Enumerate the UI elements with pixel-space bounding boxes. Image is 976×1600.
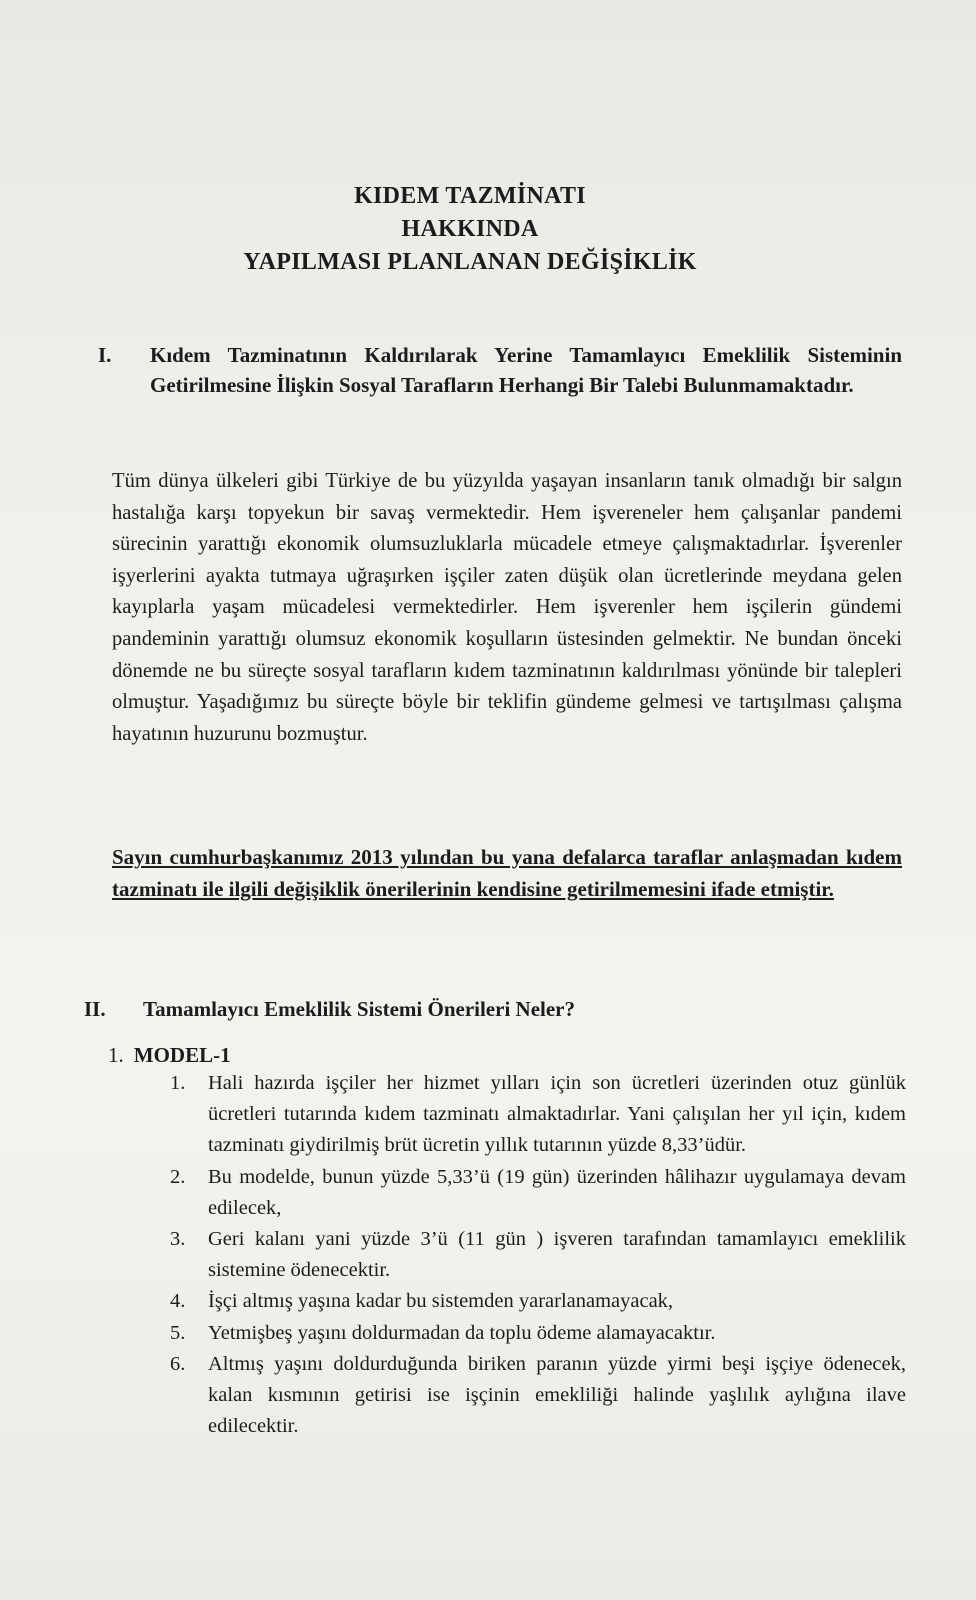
list-item-text: İşçi altmış yaşına kadar bu sistemden yararlanamayacak, xyxy=(208,1290,674,1313)
list-item-number: 6. xyxy=(170,1352,186,1375)
list-item xyxy=(170,1318,906,1349)
list-item-text: Bu modelde, bunun yüzde 5,33’ü (19 gün) üzerinden hâlihazır uygulamaya devam edilecek, xyxy=(208,1165,906,1219)
model-item-list xyxy=(170,1068,906,1442)
list-item xyxy=(170,1224,906,1286)
list-item-text: Hali hazırda işçiler her hizmet yılları için son ücretleri üzerinden otuz günlük ücretleri tutarında kıdem tazminatı almaktadırlar. Yani çalışılan her yıl için, kıdem tazminatı giydirilmiş brüt ücretin yıllık tutarının yüzde 8,33’üdür. xyxy=(208,1072,906,1157)
list-item xyxy=(170,1349,906,1443)
section-1-emphasis: Sayın cumhurbaşkanımız 2013 yılından bu yana defalarca taraflar anlaşmadan kıdem tazminatı ile ilgili değişiklik önerilerinin kendisine getirilmemesini ifade etmiştir. xyxy=(112,845,902,901)
title-line-3: YAPILMASI PLANLANAN DEĞİŞİKLİK xyxy=(243,249,697,275)
model-label: MODEL-1 xyxy=(133,1043,231,1067)
list-item-number: 5. xyxy=(170,1321,186,1344)
list-item-number: 2. xyxy=(170,1165,186,1188)
list-item xyxy=(170,1068,906,1162)
list-item-number: 4. xyxy=(170,1290,186,1313)
model-heading xyxy=(108,1040,231,1070)
list-item xyxy=(170,1286,906,1317)
list-item xyxy=(170,1162,906,1224)
title-line-2: HAKKINDA xyxy=(401,216,539,242)
section-2-number: II. xyxy=(84,997,106,1021)
list-item-number: 3. xyxy=(170,1228,186,1251)
model-number: 1. xyxy=(108,1043,124,1067)
list-item-text: Altmış yaşını doldurduğunda biriken paranın yüzde yirmi beşi işçiye ödenecek, kalan kısmının getirisi ise işçinin emekliliği halinde yaşlılık aylığına ilave edilecektir. xyxy=(208,1352,906,1438)
section-1-heading: Kıdem Tazminatının Kaldırılarak Yerine Tamamlayıcı Emeklilik Sisteminin Getirilmesine İlişkin Sosyal Tarafların Herhangi Bir Talebi Bulunmamaktadır. xyxy=(150,343,902,397)
section-1-paragraph: Tüm dünya ülkeleri gibi Türkiye de bu yüzyılda yaşayan insanların tanık olmadığı bir salgın hastalığa karşı topyekun bir savaş vermektedir. Hem işvereneler hem çalışanlar pandemi sürecinin yarattığı ekonomik olumsuzluklarla mücadele etmeye çalışmaktadırlar. İşverenler işyerlerini ayakta tutmaya uğraşırken işçiler zaten düşük olan ücretlerinde meydana gelen kayıplarla yaşam mücadelesi vermektedirler. Hem işverenler hem işçilerin gündemi pandeminin yarattığı olumsuz ekonomik koşulların üstesinden gelmektir. Ne bundan önceki dönemde ne bu süreçte sosyal tarafların kıdem tazminatının kaldırılması yönünde bir talepleri olmuştur. Yaşadığımız bu süreçte böyle bir teklifin gündeme gelmesi ve tartışılması çalışma hayatının huzurunu bozmuştur. xyxy=(112,470,902,745)
section-1-number: I. xyxy=(98,343,112,367)
list-item-text: Geri kalanı yani yüzde 3’ü (11 gün ) işveren tarafından tamamlayıcı emeklilik sistemine ödenecektir. xyxy=(208,1228,906,1282)
title-line-1: KIDEM TAZMİNATI xyxy=(354,183,586,209)
section-2-heading: Tamamlayıcı Emeklilik Sistemi Önerileri Neler? xyxy=(143,997,575,1021)
list-item-number: 1. xyxy=(170,1072,186,1094)
list-item-text: Yetmişbeş yaşını doldurmadan da toplu ödeme alamayacaktır. xyxy=(208,1321,716,1344)
document-title xyxy=(150,180,790,279)
